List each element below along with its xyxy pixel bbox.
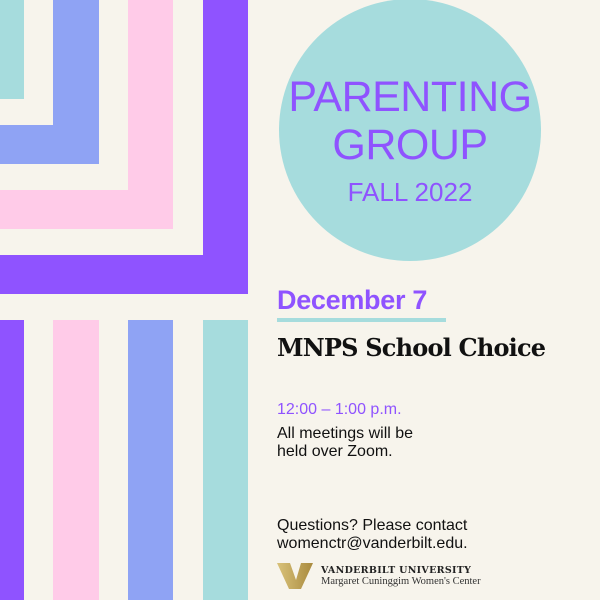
title-line1: PARENTING <box>288 73 532 121</box>
stripe-blue-bottom <box>128 320 173 600</box>
stripe-purple-bottom <box>0 320 24 600</box>
title <box>279 73 541 169</box>
contact-text: Questions? Please contact <box>277 517 468 534</box>
stripe-purple-vertical <box>203 0 248 294</box>
title-circle <box>279 0 541 261</box>
stripe-pink-horizontal <box>0 190 173 229</box>
meeting-note-line2: held over Zoom. <box>277 443 393 460</box>
contact-email[interactable]: womenctr@vanderbilt.edu. <box>277 535 468 552</box>
stripe-teal-bottom <box>203 320 248 600</box>
title-line2: GROUP <box>332 121 488 169</box>
event-time: 12:00 – 1:00 p.m. <box>277 401 402 418</box>
stripe-teal-top <box>0 0 24 99</box>
event-topic: MNPS School Choice <box>277 333 546 362</box>
term-label: FALL 2022 <box>347 177 473 207</box>
stripe-pink-bottom <box>53 320 99 600</box>
center-name: Margaret Cuninggim Women's Center <box>321 576 481 587</box>
date-underline <box>277 318 446 322</box>
event-date: December 7 <box>277 285 428 315</box>
meeting-note-line1: All meetings will be <box>277 425 414 442</box>
university-name: VANDERBILT UNIVERSITY <box>321 565 472 576</box>
vanderbilt-v-icon <box>277 562 313 590</box>
stripe-purple-horizontal <box>0 255 248 294</box>
vanderbilt-logo <box>277 562 481 590</box>
stripe-blue-horizontal <box>0 125 99 164</box>
